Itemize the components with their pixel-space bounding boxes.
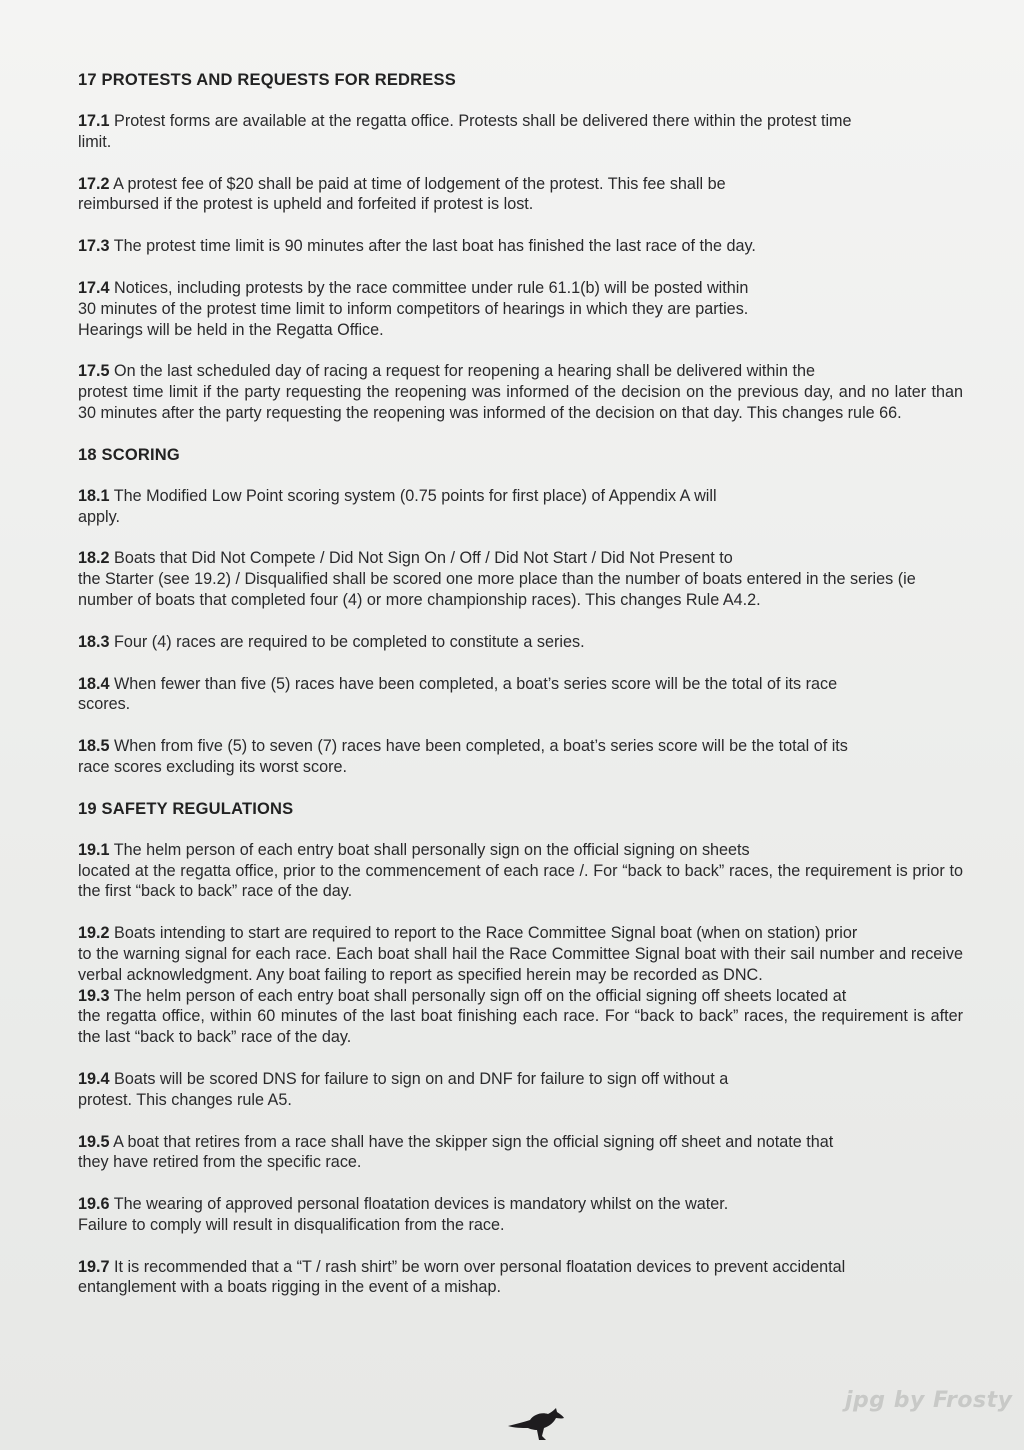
clause-number: 19.1 [78,840,110,859]
clause-number: 19.7 [78,1257,110,1276]
clause-text-continued: the regatta office, within 60 minutes of the last boat finishing each race. For “back to back” races, the requirement is after the last “back to back” race of the day. [78,1007,963,1047]
paragraph-19-2 [78,923,963,985]
section-heading-18: 18 SCORING [78,445,180,464]
clause-text-continued: limit. [78,132,112,151]
clause-text-continued: located at the regatta office, prior to the commencement of each race /. For “back to back” races, the requirement is prior to the first “back to back” race of the day. [78,861,963,901]
clause-text: It is recommended that a “T / rash shirt” be worn over personal floatation devices to prevent accidental [114,1257,846,1276]
paragraph-18-2 [78,548,963,610]
clause-text-continued: protest. This changes rule A5. [78,1090,292,1109]
clause-text: The helm person of each entry boat shall personally sign off on the official signing off sheets located at [113,986,847,1005]
clause-text: The protest time limit is 90 minutes after the last boat has finished the last race of the day. [113,237,756,256]
paragraph-17-4 [78,278,963,340]
clause-number: 19.3 [78,986,110,1005]
paragraph-17-5 [78,361,963,423]
paragraph-18-3 [78,632,963,653]
paragraph-19-3 [78,986,963,1048]
clause-text: The wearing of approved personal floatation devices is mandatory whilst on the water. [113,1195,729,1214]
clause-number: 19.2 [78,924,110,943]
clause-text-continued: protest time limit if the party requesting the reopening was informed of the decision on the previous day, and no later than 30 minutes after the party requesting the reopening was informed of the decision on that day. This changes rule 66. [78,383,963,422]
clause-text: Notices, including protests by the race committee under rule 61.1(b) will be posted within [114,278,749,297]
clause-text-continued: they have retired from the specific race. [78,1153,362,1172]
paragraph-18-1 [78,486,963,528]
paragraph-19-5 [78,1132,963,1174]
clause-number: 19.6 [78,1195,110,1214]
clause-number: 17.1 [78,112,110,130]
clause-text: When from five (5) to seven (7) races have been completed, a boat’s series score will be the total of its [114,737,848,756]
clause-text: Four (4) races are required to be completed to constitute a series. [114,632,585,651]
paragraph-19-1 [78,840,963,902]
clause-number: 18.4 [78,674,110,693]
clause-text: The helm person of each entry boat shall personally sign on the official signing on sheets [113,840,750,859]
paragraph-19-6 [78,1194,963,1236]
kangaroo-icon [506,1404,566,1444]
clause-number: 17.5 [78,362,110,381]
clause-text: When fewer than five (5) races have been completed, a boat’s series score will be the total of its race [114,674,838,693]
paragraph-19-7 [78,1257,963,1299]
clause-text-continued: scores. [78,695,131,714]
clause-number: 17.4 [78,278,110,297]
clause-text-continued: entanglement with a boats rigging in the event of a mishap. [78,1278,501,1297]
clause-text-continued: Failure to comply will result in disqualification from the race. [78,1215,505,1234]
clause-text: On the last scheduled day of racing a request for reopening a hearing shall be delivered within the [114,362,816,381]
clause-text: Boats will be scored DNS for failure to sign on and DNF for failure to sign off without a [114,1069,729,1088]
clause-number: 17.3 [78,237,110,256]
section-heading-17: 17 PROTESTS AND REQUESTS FOR REDRESS [78,71,456,89]
paragraph-17-3 [78,236,963,257]
clause-text-continued: apply. [78,507,120,526]
clause-number: 18.3 [78,632,110,651]
clause-text: Boats intending to start are required to report to the Race Committee Signal boat (when on station) prior [114,924,858,943]
clause-text: A boat that retires from a race shall have the skipper sign the official signing off sheet and notate that [113,1132,834,1151]
clause-number: 19.4 [78,1069,110,1088]
clause-number: 18.1 [78,486,110,505]
paragraph-17-2 [78,174,963,216]
clause-number: 19.5 [78,1132,110,1151]
clause-text-continued: 30 minutes of the protest time limit to inform competitors of hearings in which they are parties. Hearings will be held in the Regatta Office. [78,299,749,339]
clause-text-continued: reimbursed if the protest is upheld and forfeited if protest is lost. [78,195,534,214]
paragraph-17-1 [78,111,963,153]
clause-number: 18.5 [78,737,110,756]
document-body [78,68,963,1298]
clause-text: A protest fee of $20 shall be paid at time of lodgement of the protest. This fee shall be [113,174,726,193]
clause-text-continued: race scores excluding its worst score. [78,757,347,776]
clause-text: Protest forms are available at the regatta office. Protests shall be delivered there within the protest time [114,112,852,130]
paragraph-19-4 [78,1069,963,1111]
clause-number: 18.2 [78,549,110,568]
paragraph-18-5 [78,736,963,778]
clause-text: The Modified Low Point scoring system (0.75 points for first place) of Appendix A will [113,486,717,505]
watermark: jpg by Frosty [845,1388,1013,1413]
clause-text-continued: to the warning signal for each race. Each boat shall hail the Race Committee Signal boat with their sail number and receive verbal acknowledgment. Any boat failing to report as specified herein may be recorded as DNC. [78,944,963,984]
clause-number: 17.2 [78,174,110,193]
clause-text-continued: the Starter (see 19.2) / Disqualified shall be scored one more place than the number of boats entered in the series (ie number of boats that completed four (4) or more championship races). This changes Rule A4.2. [78,570,916,609]
clause-text: Boats that Did Not Compete / Did Not Sign On / Off / Did Not Start / Did Not Present to [114,549,733,568]
section-heading-19: 19 SAFETY REGULATIONS [78,799,294,818]
paragraph-18-4 [78,674,963,716]
